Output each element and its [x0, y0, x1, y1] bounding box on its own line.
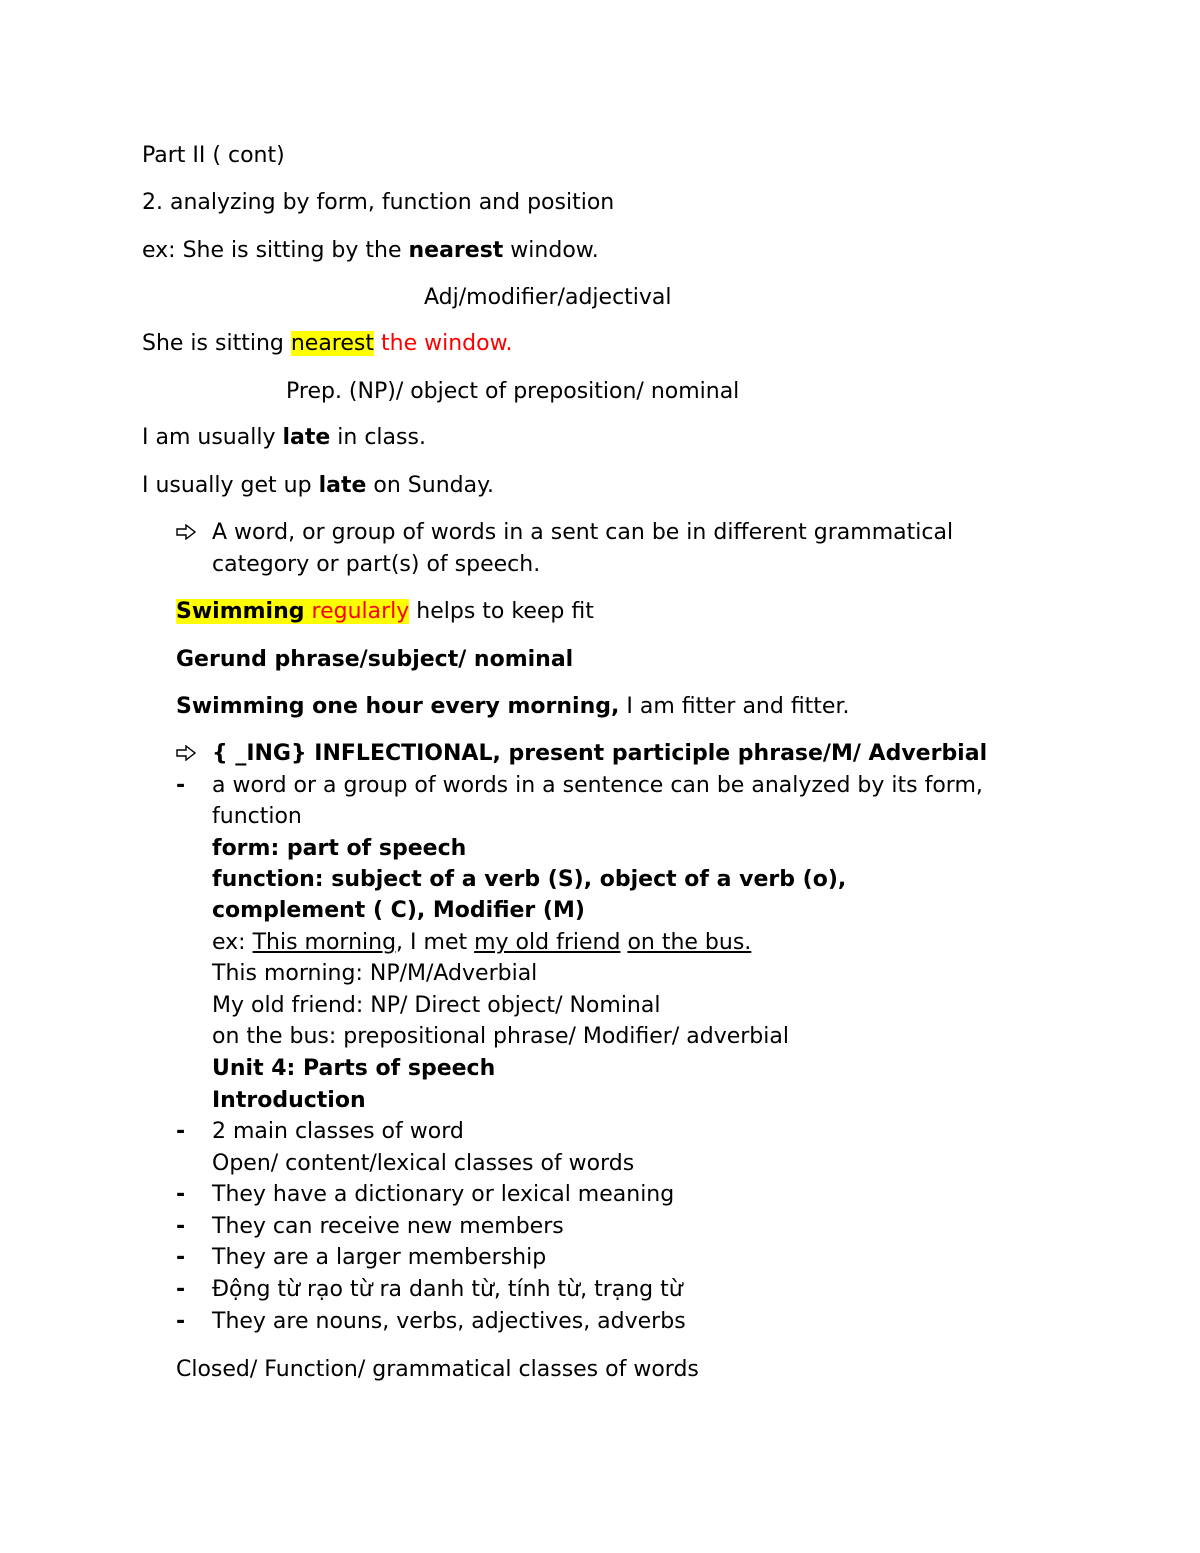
highlighted-bold-word: Swimming [176, 599, 305, 624]
arrow-text-line: category or part(s) of speech. [212, 552, 541, 577]
bold-phrase: Swimming one hour every morning, [176, 694, 620, 719]
section-heading: 2. analyzing by form, function and position [142, 190, 615, 215]
dash-bullet: - [176, 1214, 186, 1239]
underlined-phrase: my old friend [474, 930, 621, 955]
list-item: They have a dictionary or lexical meaning [212, 1182, 675, 1207]
example-sentence-2 [142, 328, 513, 359]
text: I am fitter and fitter. [619, 694, 850, 719]
list-item: They are nouns, verbs, adjectives, adverbs [212, 1309, 686, 1334]
text: She is sitting [142, 331, 291, 356]
list-item: They are a larger membership [212, 1245, 547, 1270]
example-analysis-5: Gerund phrase/subject/ nominal [176, 647, 574, 672]
underlined-phrase: on the bus. [627, 930, 752, 955]
bullet-text: Open/ content/lexical classes of words [212, 1151, 635, 1176]
dash-bullet: - [176, 1277, 186, 1302]
arrow-bullet [176, 738, 206, 769]
example-sentence-5 [176, 596, 594, 627]
dash-bullet: - [176, 1309, 186, 1334]
text: on Sunday. [366, 473, 494, 498]
dash-bullet: - [176, 1119, 186, 1144]
arrow-right-icon [176, 745, 196, 761]
underlined-phrase: This morning [252, 930, 397, 955]
text: helps to keep fit [409, 599, 594, 624]
list-item: They can receive new members [212, 1214, 564, 1239]
highlighted-red-word: regularly [304, 599, 410, 624]
arrow-right-icon [176, 524, 196, 540]
list-item: Động từ rạo từ ra danh từ, tính từ, trạng từ [212, 1277, 683, 1302]
text: window. [503, 238, 599, 263]
dash-bullet: - [176, 1182, 186, 1207]
closed-classes-heading: Closed/ Function/ grammatical classes of words [176, 1357, 699, 1382]
form-label: form: part of speech [212, 836, 467, 861]
example-sentence-3 [142, 422, 426, 453]
example-sentence-1 [142, 235, 599, 266]
analysis-line: My old friend: NP/ Direct object/ Nominal [212, 993, 661, 1018]
example-sentence-7 [212, 927, 751, 958]
text: in class. [330, 425, 426, 450]
bullet-text: 2 main classes of word [212, 1119, 464, 1144]
highlighted-word: nearest [290, 331, 374, 356]
text: , I met [396, 930, 475, 955]
text: I usually get up [142, 473, 319, 498]
red-text: the window. [374, 331, 513, 356]
example-analysis-1: Adj/modifier/adjectival [424, 285, 672, 310]
part-title: Part II ( cont) [142, 143, 285, 168]
analysis-line: This morning: NP/M/Adverbial [212, 961, 538, 986]
example-analysis-2: Prep. (NP)/ object of preposition/ nominal [286, 379, 740, 404]
unit-heading: Unit 4: Parts of speech [212, 1056, 496, 1081]
text: ex: [212, 930, 253, 955]
text: I am usually [142, 425, 283, 450]
function-label: function: subject of a verb (S), object of a verb (o), [212, 867, 847, 892]
introduction-heading: Introduction [212, 1088, 366, 1113]
example-sentence-6 [176, 691, 849, 722]
dash-bullet: - [176, 1245, 186, 1270]
text: ex: She is sitting by the [142, 238, 409, 263]
bold-word: nearest [408, 238, 504, 263]
example-sentence-4 [142, 470, 494, 501]
dash-bullet: - [176, 773, 186, 798]
arrow-text-line: { _ING} INFLECTIONAL, present participle phrase/M/ Adverbial [212, 741, 988, 766]
arrow-text-line: A word, or group of words in a sent can be in different grammatical [212, 520, 954, 545]
bullet-text: a word or a group of words in a sentence can be analyzed by its form, [212, 773, 983, 798]
function-label: complement ( C), Modifier (M) [212, 898, 585, 923]
arrow-bullet [176, 517, 206, 548]
analysis-line: on the bus: prepositional phrase/ Modifier/ adverbial [212, 1024, 789, 1049]
bold-word: late [282, 425, 331, 450]
bold-word: late [318, 473, 367, 498]
bullet-text: function [212, 804, 302, 829]
